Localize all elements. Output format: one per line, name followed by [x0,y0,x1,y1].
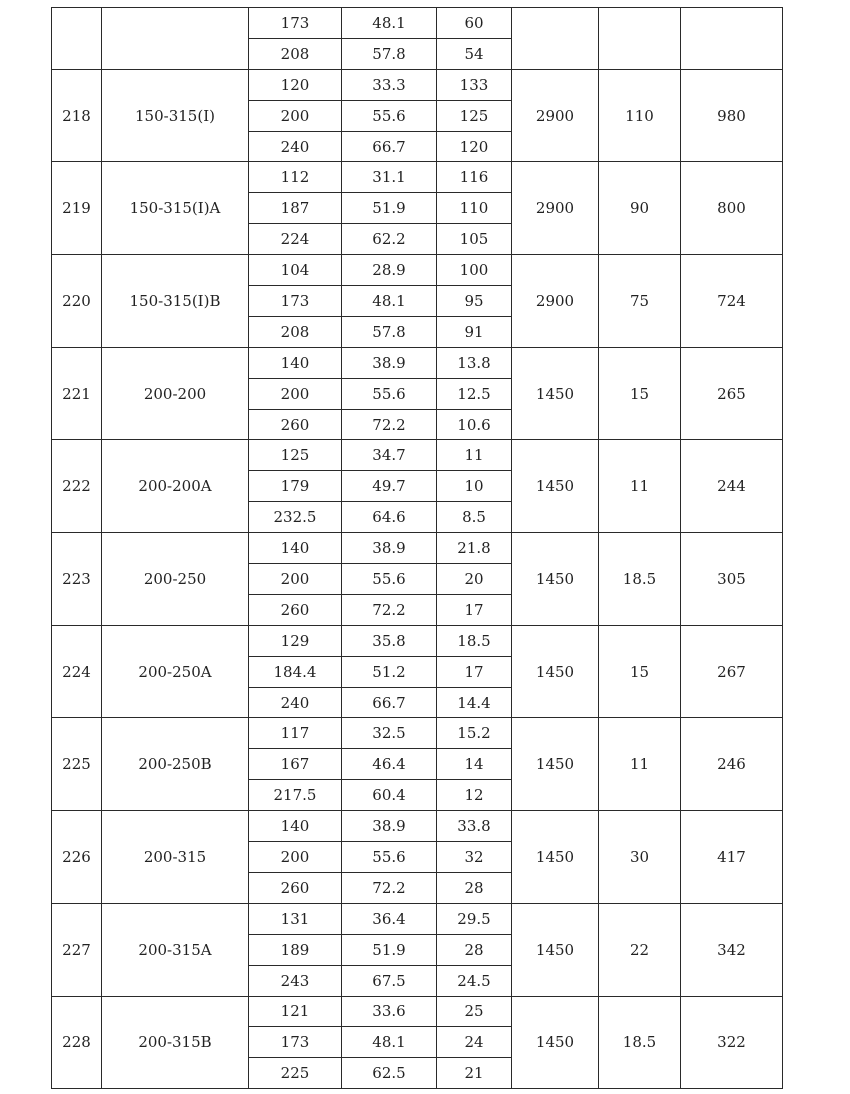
table-body [52,8,783,1089]
no-cell: 226 [52,811,102,904]
head-cell: 11 [437,440,512,471]
flow-ls-cell: 62.2 [342,224,437,255]
head-cell: 15.2 [437,718,512,749]
model-cell: 150-315(I)A [102,162,249,255]
head-cell: 120 [437,131,512,162]
head-cell: 29.5 [437,903,512,934]
speed-cell: 1450 [512,996,599,1089]
speed-cell: 1450 [512,903,599,996]
flow-m3h-cell: 260 [249,409,342,440]
table-row [52,625,783,656]
no-cell: 223 [52,533,102,626]
head-cell: 17 [437,594,512,625]
flow-ls-cell: 32.5 [342,718,437,749]
flow-ls-cell: 51.9 [342,193,437,224]
no-cell: 224 [52,625,102,718]
flow-ls-cell: 64.6 [342,502,437,533]
weight-cell: 267 [681,625,783,718]
speed-cell: 1450 [512,347,599,440]
flow-ls-cell: 62.5 [342,1058,437,1089]
flow-ls-cell: 51.2 [342,656,437,687]
flow-ls-cell: 31.1 [342,162,437,193]
flow-ls-cell: 48.1 [342,286,437,317]
flow-ls-cell: 33.3 [342,69,437,100]
head-cell: 116 [437,162,512,193]
head-cell: 32 [437,842,512,873]
head-cell: 8.5 [437,502,512,533]
flow-ls-cell: 72.2 [342,409,437,440]
head-cell: 12 [437,780,512,811]
flow-ls-cell: 38.9 [342,347,437,378]
flow-ls-cell: 57.8 [342,316,437,347]
no-cell: 222 [52,440,102,533]
weight-cell: 322 [681,996,783,1089]
table-row [52,996,783,1027]
flow-m3h-cell: 208 [249,316,342,347]
flow-ls-cell: 72.2 [342,872,437,903]
model-cell: 200-315B [102,996,249,1089]
flow-ls-cell: 55.6 [342,564,437,595]
flow-m3h-cell: 112 [249,162,342,193]
flow-m3h-cell: 121 [249,996,342,1027]
speed-cell [512,8,599,70]
flow-m3h-cell: 167 [249,749,342,780]
flow-m3h-cell: 120 [249,69,342,100]
flow-ls-cell: 67.5 [342,965,437,996]
flow-ls-cell: 48.1 [342,1027,437,1058]
model-cell: 150-315(I)B [102,255,249,348]
power-cell: 30 [599,811,681,904]
weight-cell: 342 [681,903,783,996]
flow-m3h-cell: 260 [249,594,342,625]
table-row [52,811,783,842]
power-cell [599,8,681,70]
power-cell: 90 [599,162,681,255]
head-cell: 60 [437,8,512,39]
flow-m3h-cell: 140 [249,533,342,564]
table-row [52,69,783,100]
table-row [52,347,783,378]
head-cell: 18.5 [437,625,512,656]
speed-cell: 1450 [512,440,599,533]
no-cell: 228 [52,996,102,1089]
power-cell: 11 [599,718,681,811]
table-row [52,718,783,749]
head-cell: 110 [437,193,512,224]
flow-m3h-cell: 125 [249,440,342,471]
weight-cell: 800 [681,162,783,255]
flow-m3h-cell: 131 [249,903,342,934]
table-row [52,8,783,39]
head-cell: 95 [437,286,512,317]
flow-m3h-cell: 187 [249,193,342,224]
flow-m3h-cell: 240 [249,687,342,718]
flow-ls-cell: 49.7 [342,471,437,502]
flow-ls-cell: 28.9 [342,255,437,286]
flow-m3h-cell: 173 [249,286,342,317]
head-cell: 24.5 [437,965,512,996]
head-cell: 10 [437,471,512,502]
head-cell: 13.8 [437,347,512,378]
flow-m3h-cell: 208 [249,38,342,69]
weight-cell: 980 [681,69,783,162]
power-cell: 18.5 [599,533,681,626]
head-cell: 25 [437,996,512,1027]
flow-m3h-cell: 200 [249,378,342,409]
head-cell: 24 [437,1027,512,1058]
flow-m3h-cell: 232.5 [249,502,342,533]
flow-ls-cell: 60.4 [342,780,437,811]
no-cell: 225 [52,718,102,811]
power-cell: 11 [599,440,681,533]
power-cell: 22 [599,903,681,996]
head-cell: 133 [437,69,512,100]
flow-m3h-cell: 200 [249,564,342,595]
head-cell: 91 [437,316,512,347]
weight-cell: 244 [681,440,783,533]
flow-m3h-cell: 224 [249,224,342,255]
flow-m3h-cell: 129 [249,625,342,656]
pump-performance-table [51,7,783,1089]
table-row [52,440,783,471]
flow-ls-cell: 38.9 [342,811,437,842]
no-cell: 227 [52,903,102,996]
head-cell: 28 [437,934,512,965]
weight-cell: 724 [681,255,783,348]
head-cell: 28 [437,872,512,903]
flow-ls-cell: 46.4 [342,749,437,780]
flow-m3h-cell: 173 [249,8,342,39]
head-cell: 100 [437,255,512,286]
head-cell: 10.6 [437,409,512,440]
model-cell: 200-250A [102,625,249,718]
head-cell: 14 [437,749,512,780]
model-cell: 200-200 [102,347,249,440]
flow-ls-cell: 55.6 [342,100,437,131]
power-cell: 15 [599,625,681,718]
flow-ls-cell: 72.2 [342,594,437,625]
table-row [52,903,783,934]
flow-m3h-cell: 140 [249,811,342,842]
flow-m3h-cell: 240 [249,131,342,162]
flow-ls-cell: 57.8 [342,38,437,69]
flow-ls-cell: 51.9 [342,934,437,965]
model-cell: 200-250B [102,718,249,811]
no-cell [52,8,102,70]
flow-ls-cell: 35.8 [342,625,437,656]
weight-cell: 246 [681,718,783,811]
flow-m3h-cell: 217.5 [249,780,342,811]
flow-ls-cell: 48.1 [342,8,437,39]
head-cell: 105 [437,224,512,255]
head-cell: 20 [437,564,512,595]
head-cell: 54 [437,38,512,69]
flow-ls-cell: 36.4 [342,903,437,934]
no-cell: 219 [52,162,102,255]
flow-m3h-cell: 117 [249,718,342,749]
speed-cell: 1450 [512,811,599,904]
speed-cell: 2900 [512,255,599,348]
weight-cell: 417 [681,811,783,904]
model-cell: 200-200A [102,440,249,533]
weight-cell: 265 [681,347,783,440]
power-cell: 75 [599,255,681,348]
table-row [52,162,783,193]
head-cell: 33.8 [437,811,512,842]
no-cell: 220 [52,255,102,348]
head-cell: 21.8 [437,533,512,564]
flow-m3h-cell: 200 [249,842,342,873]
head-cell: 14.4 [437,687,512,718]
speed-cell: 2900 [512,162,599,255]
model-cell [102,8,249,70]
flow-m3h-cell: 104 [249,255,342,286]
flow-ls-cell: 38.9 [342,533,437,564]
flow-m3h-cell: 243 [249,965,342,996]
speed-cell: 1450 [512,718,599,811]
flow-ls-cell: 55.6 [342,378,437,409]
model-cell: 200-250 [102,533,249,626]
flow-ls-cell: 33.6 [342,996,437,1027]
table-row [52,533,783,564]
flow-m3h-cell: 225 [249,1058,342,1089]
flow-m3h-cell: 173 [249,1027,342,1058]
speed-cell: 2900 [512,69,599,162]
flow-ls-cell: 34.7 [342,440,437,471]
power-cell: 18.5 [599,996,681,1089]
speed-cell: 1450 [512,533,599,626]
flow-m3h-cell: 189 [249,934,342,965]
head-cell: 21 [437,1058,512,1089]
flow-m3h-cell: 184.4 [249,656,342,687]
table-row [52,255,783,286]
model-cell: 150-315(I) [102,69,249,162]
speed-cell: 1450 [512,625,599,718]
no-cell: 221 [52,347,102,440]
flow-ls-cell: 66.7 [342,131,437,162]
power-cell: 15 [599,347,681,440]
model-cell: 200-315 [102,811,249,904]
no-cell: 218 [52,69,102,162]
weight-cell [681,8,783,70]
head-cell: 12.5 [437,378,512,409]
flow-m3h-cell: 179 [249,471,342,502]
head-cell: 125 [437,100,512,131]
weight-cell: 305 [681,533,783,626]
flow-ls-cell: 66.7 [342,687,437,718]
flow-m3h-cell: 140 [249,347,342,378]
flow-m3h-cell: 260 [249,872,342,903]
flow-ls-cell: 55.6 [342,842,437,873]
flow-m3h-cell: 200 [249,100,342,131]
head-cell: 17 [437,656,512,687]
model-cell: 200-315A [102,903,249,996]
power-cell: 110 [599,69,681,162]
